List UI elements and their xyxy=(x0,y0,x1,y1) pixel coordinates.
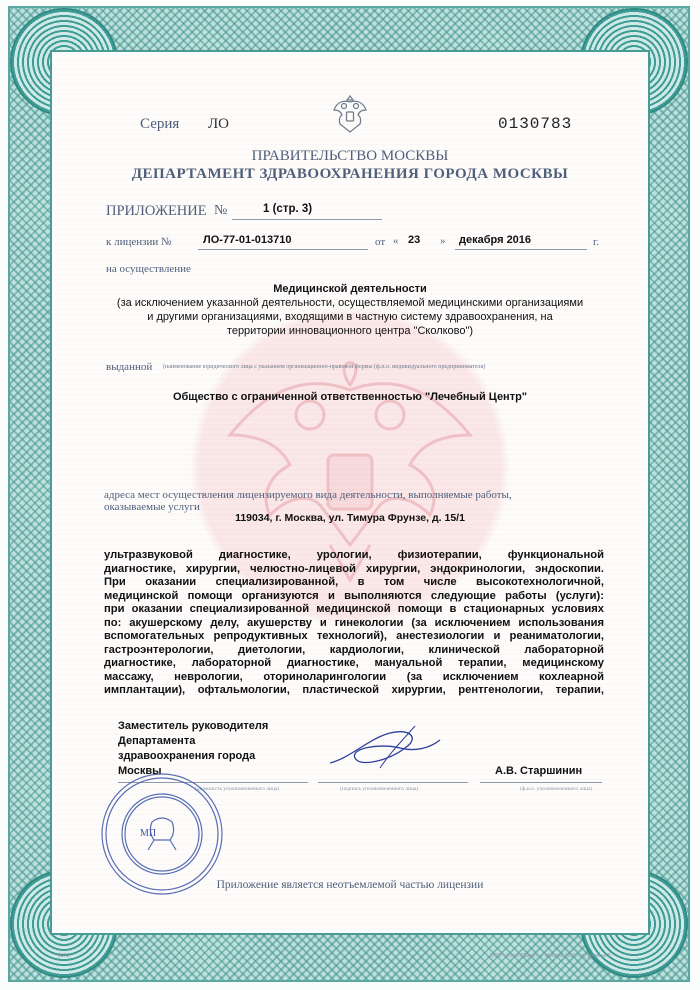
license-number-label: к лицензии № xyxy=(106,236,172,248)
issuer-department: ДЕПАРТАМЕНТ ЗДРАВООХРАНЕНИЯ ГОРОДА МОСКВЫ xyxy=(131,166,569,182)
signature-hint: (подпись уполномоченного лица) xyxy=(340,786,419,792)
services-line: имплантации), офтальмологии, пластической хирургии, рентгенологии, терапии, xyxy=(104,684,604,696)
license-date-underline xyxy=(455,249,587,250)
signer-position-line: Департамента xyxy=(118,735,196,747)
handwritten-signature-icon xyxy=(320,718,445,778)
addresses-label: адреса мест осуществления лицензируемого вида деятельности, выполняемые работы, xyxy=(104,489,512,501)
stamp-mp-label: МП xyxy=(140,828,157,839)
date-quote-open: « xyxy=(393,235,399,247)
services-line: вспомогательных репродуктивных технологий), анестезиологии и реаниматологии, xyxy=(104,630,604,642)
issuer-government: ПРАВИТЕЛЬСТВО МОСКВЫ xyxy=(251,148,449,164)
name-underline xyxy=(480,782,602,783)
signer-name: А.В. Старшинин xyxy=(495,765,583,777)
signer-position-line: Москвы xyxy=(118,765,162,777)
services-line: При оказании специализированной, в том числе высокотехнологичной, xyxy=(104,576,604,588)
appendix-label: ПРИЛОЖЕНИЕ xyxy=(106,203,207,219)
appendix-underline xyxy=(232,219,382,220)
serial-number: 0130783 xyxy=(498,115,573,133)
addresses-label: оказываемые услуги xyxy=(104,501,200,513)
activity-note-line: (за исключением указанной деятельности, осуществляемой медицинскими организациями xyxy=(116,297,584,309)
footer-note: Приложение является неотъемлемой частью лицензии xyxy=(216,879,484,891)
series-code: ЛО xyxy=(208,116,230,132)
license-month-year: декабря 2016 xyxy=(459,234,532,246)
signer-position-line: здравоохранения города xyxy=(118,750,256,762)
issued-to-label: выданной xyxy=(106,361,153,373)
year-suffix: г. xyxy=(593,236,600,248)
services-line: медицинской помощи организуются и выполняются следующие работы (услуги): xyxy=(104,589,604,602)
services-line: диагностике, хирургии, челюстно-лицевой хирургии, эндокринологии, эндоскопии. xyxy=(104,562,604,575)
position-hint: (должность уполномоченного лица) xyxy=(195,786,280,792)
services-line: при оказании специализированной медицинской помощи в стационарных условиях xyxy=(104,603,604,615)
activity-note-line: и другими организациями, входящими в частную систему здравоохранения, на xyxy=(147,311,553,323)
signer-position-line: Заместитель руководителя xyxy=(118,720,269,732)
appendix-number-value: 1 (стр. 3) xyxy=(263,203,313,215)
services-line: диагностике, лабораторной диагностике, мануальной терапии, медицинскому xyxy=(104,657,604,669)
license-day: 23 xyxy=(408,234,421,246)
name-hint: (ф.и.о. уполномоченного лица) xyxy=(520,786,593,792)
issued-to-hint: (наименование юридического лица с указанием организационно-правовой формы (ф.и.о. индивидуального предпринимателя) xyxy=(163,364,486,370)
services-line: массажу, неврологии, оториноларингологии (за исключением кохлеарной xyxy=(104,670,604,683)
services-list xyxy=(104,549,604,698)
activity-note-line: территории инновационного центра "Сколково") xyxy=(226,325,474,337)
license-date-from-label: от xyxy=(375,236,386,248)
services-line: ультразвуковой диагностике, урологии, физиотерапии, функциональной xyxy=(104,549,604,561)
coat-of-arms-icon xyxy=(331,92,369,136)
services-line: гастроэнтерологии, диетологии, кардиологии, клинической лабораторной xyxy=(104,643,604,656)
appendix-number-sign: № xyxy=(214,203,228,218)
print-code-left: 0378 xyxy=(58,953,70,959)
activity-label: на осуществление xyxy=(106,263,191,275)
services-line: по: акушерскому делу, акушерству и гинекологии (за исключением использования xyxy=(104,616,604,629)
date-quote-close: » xyxy=(440,235,446,247)
activity-title: Медицинской деятельности xyxy=(273,283,427,295)
printer-imprint: ООО «Атлас-Принт», г. Москва, 2015 год, уровень Б xyxy=(490,953,611,959)
license-number-underline xyxy=(198,249,368,250)
series-label: Серия xyxy=(140,116,180,132)
organization-name: Общество с ограниченной ответственностью "Лечебный Центр" xyxy=(172,391,528,403)
signature-underline xyxy=(318,782,468,783)
activity-address: 119034, г. Москва, ул. Тимура Фрунзе, д. 15/1 xyxy=(235,512,465,524)
license-number: ЛО-77-01-013710 xyxy=(203,234,292,246)
